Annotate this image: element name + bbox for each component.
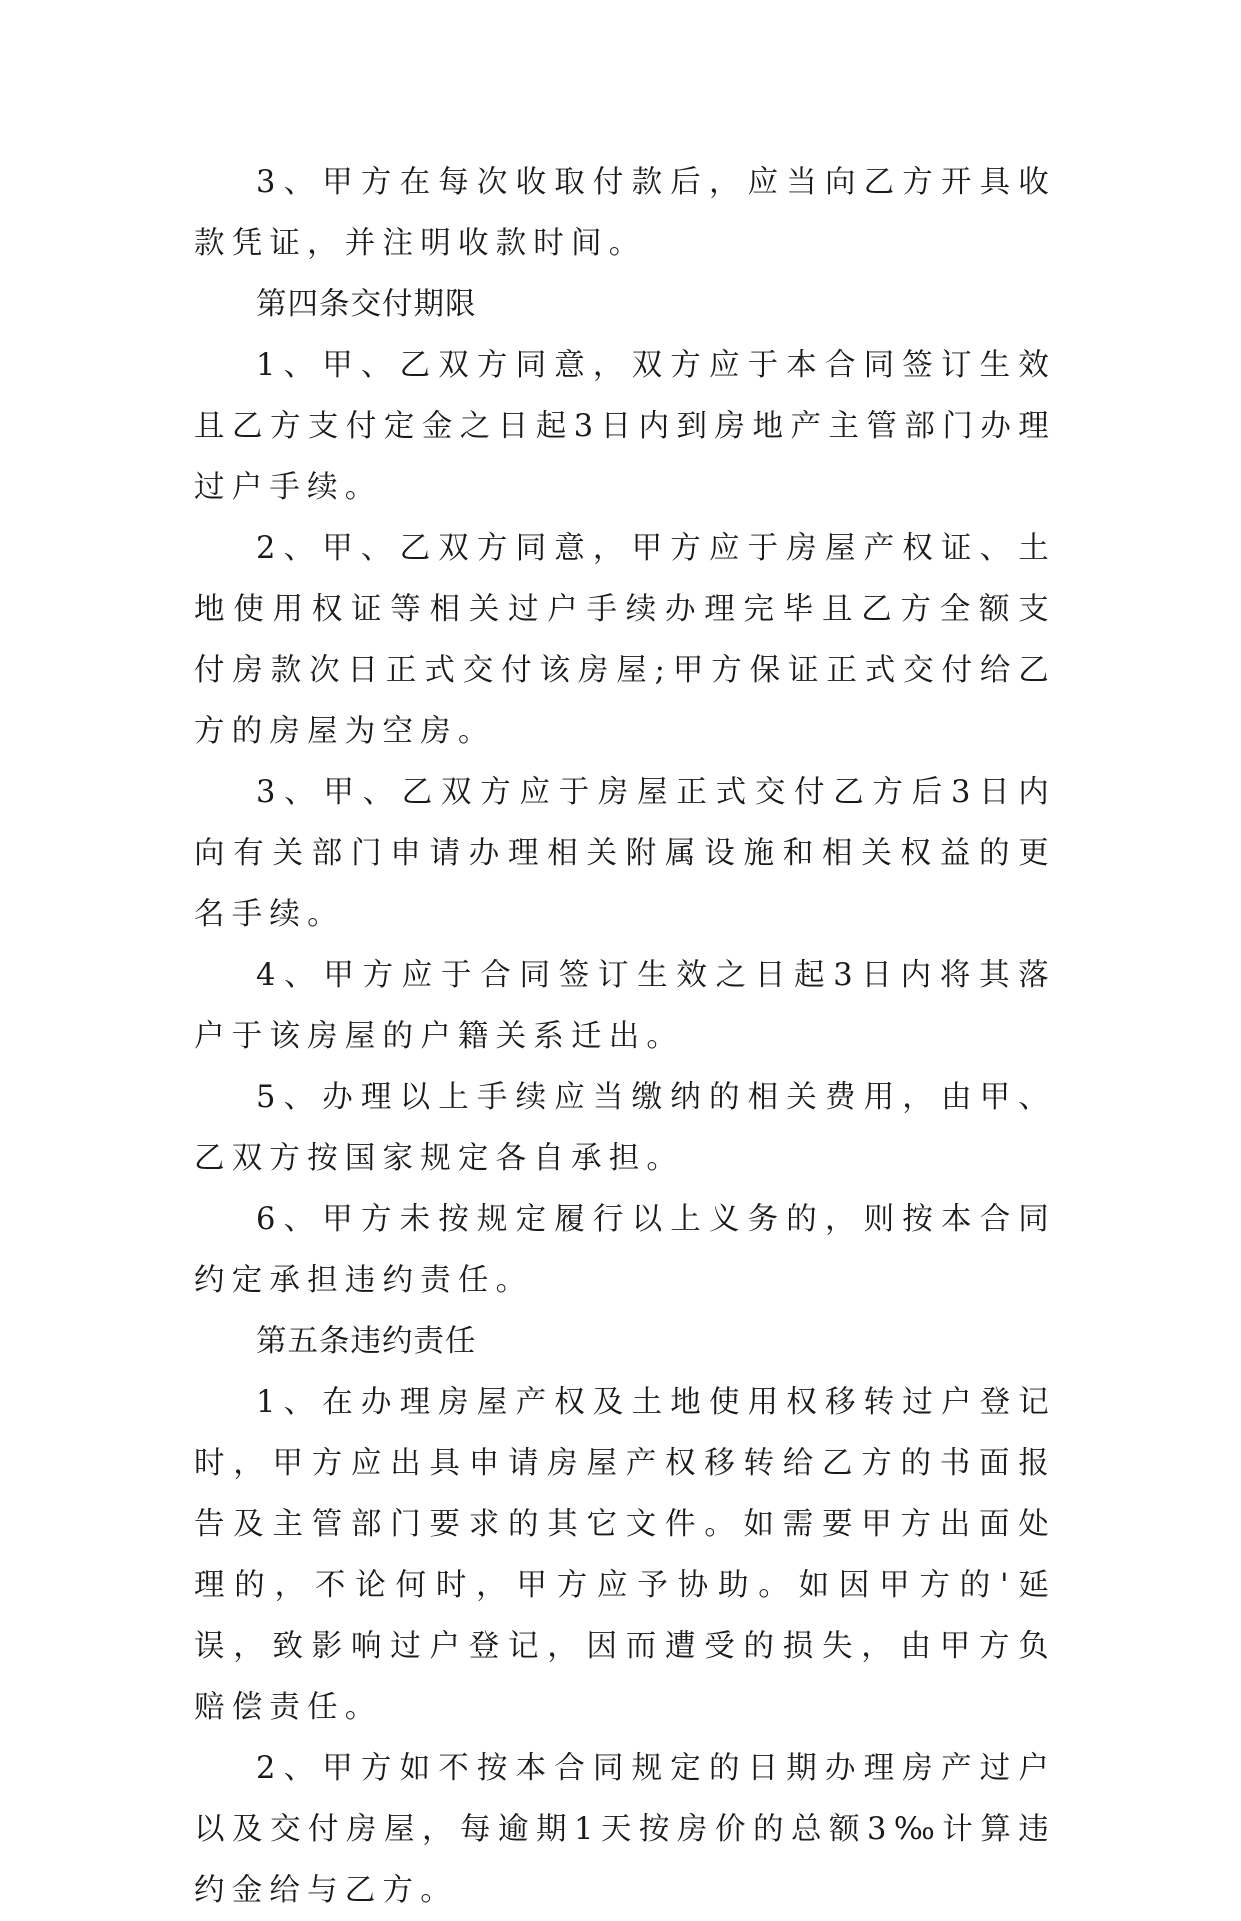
clause-4-5-fees: 5、办理以上手续应当缴纳的相关费用，由甲、乙双方按国家规定各自承担。: [194, 1080, 1056, 1176]
clause-3-3-receipt: 3、甲方在每次收取付款后，应当向乙方开具收款凭证，并注明收款时间。: [194, 165, 1056, 261]
section-heading-article-5: 第五条违约责任: [256, 1324, 477, 1359]
clause-4-2-house-delivery: 2、甲、乙双方同意，甲方应于房屋产权证、土地使用权证等相关过户手续办理完毕且乙方全额支付房款次日正式交付该房屋;甲方保证正式交付给乙方的房屋为空房。: [194, 531, 1056, 749]
clause-5-1-registration-assistance: 1、在办理房屋产权及土地使用权移转过户登记时，甲方应出具申请房屋产权移转给乙方的书面报告及主管部门要求的其它文件。如需要甲方出面处理的，不论何时，甲方应予协助。如因甲方的'延误，致影响过户登记，因而遭受的损失，由甲方负赔偿责任。: [194, 1385, 1056, 1725]
clause-4-6-liability: 6、甲方未按规定履行以上义务的，则按本合同约定承担违约责任。: [194, 1202, 1056, 1298]
clause-4-3-name-change: 3、甲、乙双方应于房屋正式交付乙方后3日内向有关部门申请办理相关附属设施和相关权益的更名手续。: [194, 775, 1056, 932]
clause-4-4-household-registration: 4、甲方应于合同签订生效之日起3日内将其落户于该房屋的户籍关系迁出。: [194, 958, 1056, 1054]
clause-4-1-transfer-procedure: 1、甲、乙双方同意，双方应于本合同签订生效且乙方支付定金之日起3日内到房地产主管部门办理过户手续。: [194, 348, 1056, 505]
section-heading-article-4: 第四条交付期限: [256, 287, 477, 322]
clause-5-2-late-penalty: 2、甲方如不按本合同规定的日期办理房产过户以及交付房屋，每逾期1天按房价的总额3‰计算违约金给与乙方。: [194, 1751, 1056, 1908]
